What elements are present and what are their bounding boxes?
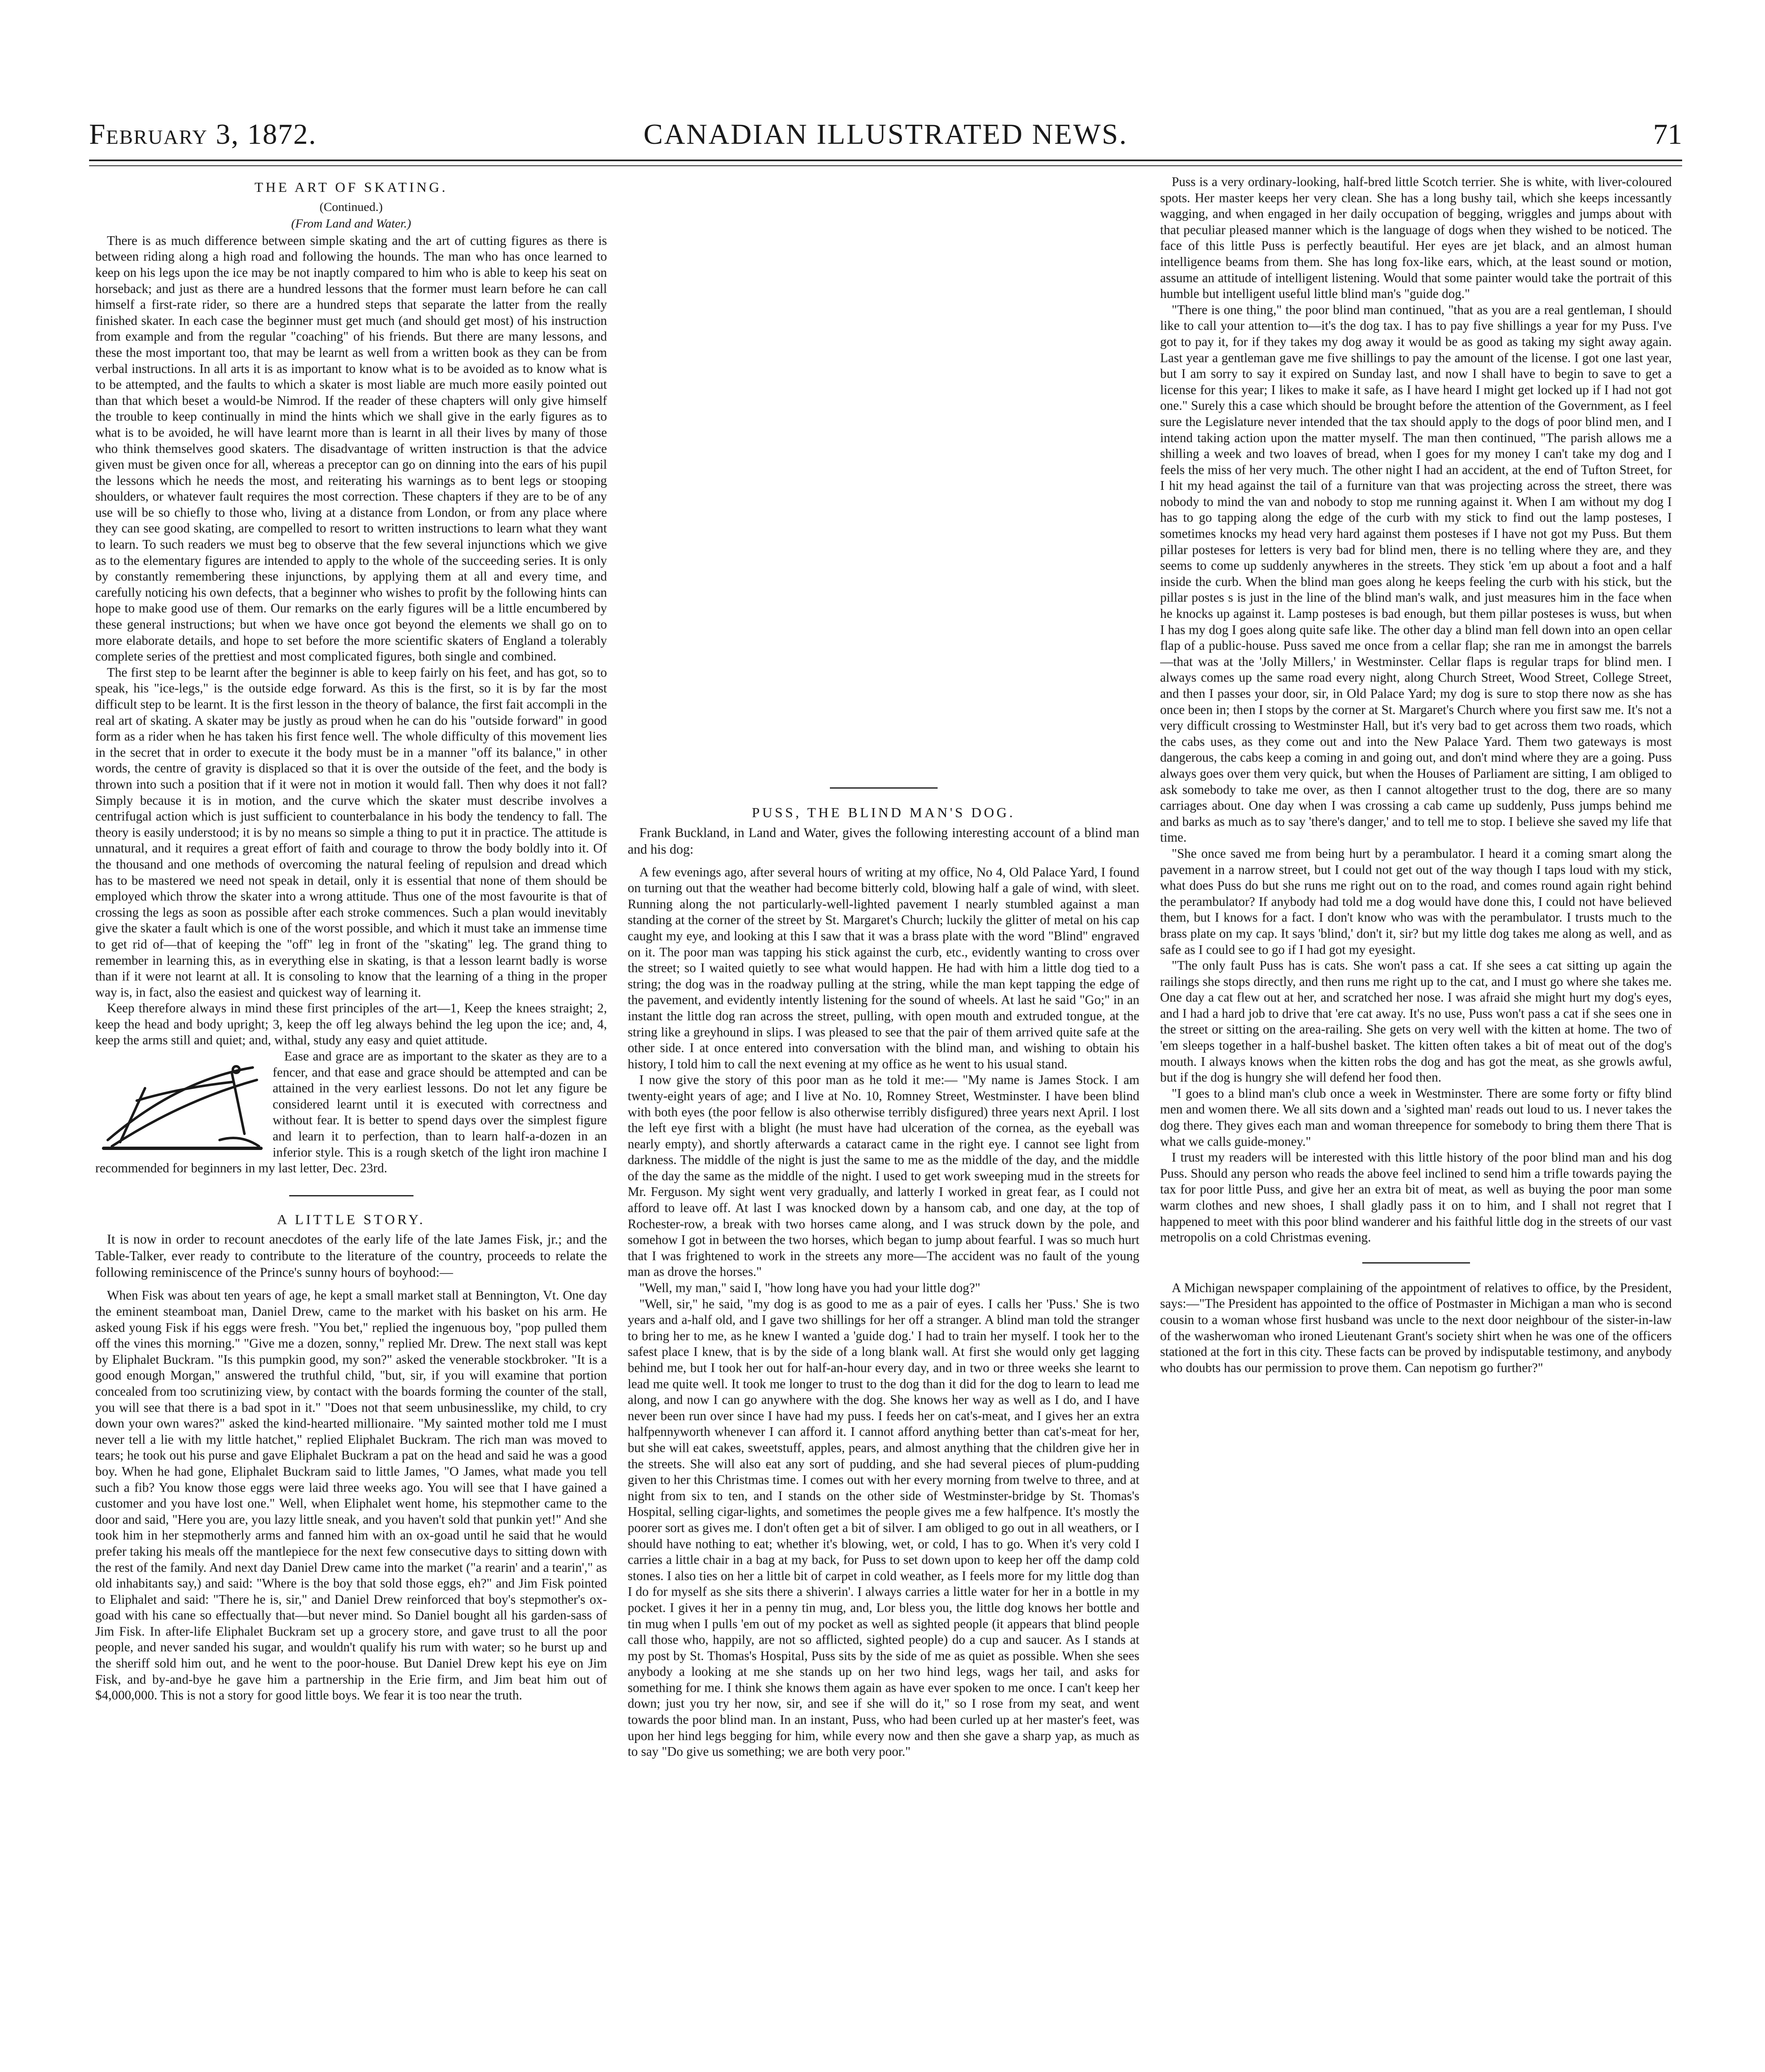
masthead-rule <box>89 160 1682 166</box>
puss-paragraph-3: "Well, my man," said I, "how long have you had your little dog?" <box>639 1280 981 1295</box>
puss-paragraph-6: "There is one thing," the poor blind man continued, "that as you are a real gentleman, I should like to call your attention to—it's the dog tax. I has to pay five shillings a year for my Puss. I've got to pay it, for if they takes my dog away it would be as good as taking my sight away again. Last year a gentleman gave me five shillings to pay the amount of the license. I got one last year, but I am sorry to say it expired on Sunday last, and now I shall have to begin to save to get a license for this year; I likes to make it safe, as I have heard I might get locked up if I had not got one." Surely this a case which should be brought before the attention of the Government, as I feel sure the Legislature never intended that the tax should apply to the dogs of poor blind men, and I intend taking action upon the matter myself. The man then continued, "The parish allows me a shilling a week and two loaves of bread, when I goes for my money I can't take my dog and I feels the miss of her very much. The other night I had an accident, at the end of Tufton Street, for I hit my head against the tail of a furniture van that was projecting across the street, there was nobody to mind the van and nobody to stop me running against it. When I am without my dog I has to go tapping along the edge of the curb with my stick to find out the lamp posteses, I sometimes knocks my head very hard against them posteses if I have not got my Puss. But them pillar posteses for letters is very bad for blind men, there is no telling where they are, and they seems to come up suddenly anywheres in the streets. They stick 'em up about a foot and a half inside the curb. When the blind man goes along he keeps feeling the curb with his stick, but the pillar postes s is just in the line of the blind man's walk, and just measures him in the face when he knocks up against it. Lamp posteses is bad enough, but them pillar posteses is wuss, but when I has my dog I goes along quite safe like. The other day a blind man fell down into an open cellar flap of a public-house. Puss saved me once from a cellar flap; she ran me in amongst the barrels—that was at the 'Jolly Millers,' in Westminster. Cellar flaps is regular traps for blind men. I always comes up the same road every night, along Church Street, Wood Street, College Street, and then I passes your door, sir, in Old Palace Yard; my dog is sure to stop there now as she has once been in; then I stops by the corner at St. Margaret's Church where you first saw me. It's not a very difficult crossing to Westminster Hall, but it's very bad to get across them two roads, which the cabs uses, as they come out and into the New Palace Yard. Them two gateways is most dangerous, the cabs keep a coming in and going out, and don't mind where they are a going. Puss always goes over them very quick, but when the Houses of Parliament are sitting, I am obliged to ask somebody to take me over, as then I cannot altogether trust to the dog, there are so many carriages about. One day when I was crossing a cab came up suddenly, Puss jumps behind me and barks as much as to say 'there's danger,' and to tell me to stop. I believe she saved my life that time. <box>1160 302 1672 845</box>
column-3 <box>1160 174 1672 2072</box>
skating-paragraph-3b: Ease and grace are as important to the skater as they are to a fencer, and that ease and grace should be attempted and can be attained in the very earliest lessons. Do not let any figure be considered learnt until it is executed with correctness and without fear. It is better to spend days over the simplest figure and learn it to perfection, than to learn half-a-dozen in an inferior style. This is a rough sketch of the light iron machine I recommended for beginners in my last letter, Dec. 23rd. <box>95 1049 607 1176</box>
skating-paragraph-2: The first step to be learnt after the beginner is able to keep fairly on his feet, and has got, so to speak, his "ice-legs," is the outside edge forward. As this is the first, so it is by far the most difficult step to be learnt. It is the first lesson in the theory of balance, the first fait accompli in the real art of skating. A skater may be justly as proud when he can do his "outside forward" in good form as a rider when he has taken his first fence well. The whole difficulty of this movement lies in the secret that in order to execute it the body must be in a manner "off its balance," in other words, the centre of gravity is displaced so that it is over the outside of the feet, and the body is thrown into such a position that if it were not in motion it would fall. Then why does it not fall? Simply because it is in motion, and the curve which the skater must describe involves a centrifugal action which is just sufficient to counterbalance in his body the tendency to fall. The theory is easily understood; it is by no means so simple a thing to put it in practice. The attitude is unnatural, and it requires a great effort of faith and courage to throw the body boldly into it. Of the thousand and one methods of overcoming the natural feeling of repulsion and dread which has to be mastered we need not speak in detail, only it is essential that none of them should be employed which throw the skater into a wrong attitude. Thus one of the most favourite is that of crossing the legs as soon as possible after each stroke commences. Such a plan would inevitably give the skater a fault which is one of the worst possible, and which it must take an immense time to get rid of—that of keeping the "off" leg in front of the "skating" leg. The grand thing to remember in learning this, as in everything else in skating, is that a lesson learnt badly is worse than if it were not learnt at all. It is consoling to know that the learning of a thing in the proper way is, in fact, also the easiest and quickest way of learning it. <box>95 665 607 1000</box>
puss-title: PUSS, THE BLIND MAN'S DOG. <box>752 805 1015 821</box>
section-divider <box>289 1195 413 1196</box>
puss-intro: Frank Buckland, in Land and Water, gives the following interesting account of a blind man and his dog: <box>628 825 1139 857</box>
issue-date: February 3, 1872. <box>89 119 317 150</box>
michigan-paragraph: A Michigan newspaper complaining of the appointment of relatives to office, by the President, says:—"The President has appointed to the office of Postmaster in Michigan a man who is second cousin to a woman whose first husband was uncle to the next door neighbour of the sister-in-law of the washerwoman who ironed Lieutenant Grant's society shirt when he was one of the officers stationed at the fort in this city. These facts can be proved by indisputable testimony, and anybody who doubts has our permission to prove them. Can nepotism go further?" <box>1160 1280 1672 1375</box>
section-divider <box>830 787 938 789</box>
skating-paragraph-1: There is as much difference between simple skating and the art of cutting figures as there is between riding along a high road and following the hounds. The man who has once learned to keep on his legs upon the ice may be not inaptly compared to him who is able to keep his seat on horseback; and just as there are a hundred lessons that the former must learn before he can call himself a first-rate rider, so there are a hundred steps that separate the latter from the really finished skater. In each case the beginner must get much (and should get most) of his instruction from example and from the regular "coaching" of his friends. But there are many lessons, and these the most important too, that may be learnt as well from a written book as they can be from verbal instructions. In all arts it is as important to know what is to be avoided as to know what is to be attempted, and the faults to which a skater is most liable are much more easily pointed out than that which beset a would-be Nimrod. If the reader of these chapters will only give himself the trouble to keep continually in mind the hints which we shall give in the early figures as to what is to be avoided, he will have learnt more than is learnt in all their lives by many of those who think themselves good skaters. The disadvantage of written instruction is that the advice given must be given once for all, whereas a preceptor can go on dinning into the ears of his pupil the lessons which he needs the most, and reiterating his warnings as to bent legs or stooping shoulders, or whatever fault requires the most correction. These chapters if they are to be of any use will be so chiefly to those who, living at a distance from London, or from any place where they can see good skating, are compelled to resort to written instructions to learn what they want to learn. To such readers we must beg to observe that the few several injunctions which we give as to the elementary figures are intended to apply to the whole of the succeeding series. It is only by constantly remembering these injunctions, by applying them at all and every time, and carefully noticing his own defects, that a beginner who wishes to profit by the following hints can hope to make good use of them. Our remarks on the early figures will be a little encumbered by these general instructions; but when we have once got beyond the elements we shall go on to more elaborate details, and hope to set before the more scientific skaters of England a tolerably complete series of the prettiest and most complicated figures, both single and combined. <box>95 233 607 664</box>
story-intro: It is now in order to recount anecdotes of the early life of the late James Fisk, jr.; and the Table-Talker, ever ready to contribute to the literature of the country, proceeds to relate the following reminiscence of the Prince's sunny hours of boyhood:— <box>95 1232 607 1280</box>
section-divider <box>1362 1262 1470 1264</box>
puss-paragraph-8: "The only fault Puss has is cats. She won't pass a cat. If she sees a cat sitting up again the railings she stops directly, and then runs me right up to the cat, and I must go where she takes me. One day a cat flew out at her, and scratched her nose. I was afraid she might hurt my dog's eyes, and I had a hard job to drive that 'ere cat away. It's no use, Puss won't pass a cat if she sees one in the street or sitting on the area-railing. She gets on very well with the kitten at home. The two of 'em sleeps together in a half-bushel basket. The kitten often takes a bit of meat out of the dog's mouth. I always knows when the kitten robs the dog and has got the meat, as she growls awful, but if the dog is hungry she will defend her food then. <box>1160 958 1672 1085</box>
masthead <box>89 114 1682 155</box>
column-2 <box>628 174 1139 2072</box>
skating-source: (From Land and Water.) <box>291 217 411 231</box>
puss-paragraph-2: I now give the story of this poor man as he told it me:— "My name is James Stock. I am twenty-eight years of age; and I live at No. 10, Romney Street, Westminster. I have been blind with both eyes (the poor fellow is also otherwise terribly disfigured) three years next April. I lost the left eye first with a blight (he must have had ulceration of the cornea, as the eyeball was nearly empty), and shortly afterwards a cataract came in the right eye. I cannot see light from darkness. The middle of the night is just the same to me as the middle of the day, and the middle of the day the same as the middle of the night. I used to get work sweeping mud in the streets for Mr. Ferguson. My sight went very gradually, and latterly I worked in great fear, as I could not afford to leave off. At last I was knocked down by a hansom cab, and one day, at the top of Rochester-row, a break with two horses came along, and I was struck down by the pole, and somehow I got in between the two horses, which began to jump about fearful. I was so much hurt that I was frightened to work in the streets any more—The accident was no fault of the young man as drove the horses." <box>628 1072 1139 1279</box>
skating-title: THE ART OF SKATING. <box>254 180 448 195</box>
puss-paragraph-10: I trust my readers will be interested with this little history of the poor blind man and his dog Puss. Should any person who reads the above feel inclined to send him a trifle towards paying the tax for poor little Puss, and give her an extra bit of meat, as well as buying the poor man some warm clothes and new shoes, I shall gladly pass it on to him, and I shall not regret that I happened to meet with this poor blind wanderer and his faithful little dog in the streets of our vast metropolis on a cold Christmas evening. <box>1160 1150 1672 1245</box>
page-number: 71 <box>1653 119 1682 150</box>
skating-paragraph-3a: Keep therefore always in mind these first principles of the art—1, Keep the knees straight; 2, keep the head and body upright; 3, keep the off leg always behind the leg upon the ice; and, 4, keep the arms still and quiet; and, withal, study any easy and quiet attitude. <box>95 1001 607 1048</box>
skating-machine-illustration <box>95 1051 265 1155</box>
puss-paragraph-7: "She once saved me from being hurt by a perambulator. I heard it a coming smart along the pavement in a narrow street, but I could not get out of the way though I taps loud with my stick, what does Puss do but she runs me right out on to the road, and comes round again right behind the perambulator? If anybody had told me a dog would have done this, I could not have believed them, but I knows for a fact. I don't know who was with the perambulator. I trusts much to the brass plate on my cap. It says 'blind,' don't it, sir? but my little dog takes me along as well, and as safe as I could see to go if I had got my eyesight. <box>1160 846 1672 957</box>
puss-paragraph-4: "Well, sir," he said, "my dog is as good to me as a pair of eyes. I calls her 'Puss.' She is two years and a-half old, and I gave two shillings for her off a stranger. A blind man told the stranger to bring her to me, as he knew I wanted a 'guide dog.' I had to train her myself. I took her to the safest place I knew, that is by the side of a long blank wall. At first she would only get lagging behind me, but I took her out for half-an-hour every day, and in two or three weeks she learnt to lead me quite well. It took me longer to trust to the dog than it did for the dog to learn to lead me along, and now I can go anywhere with the dog. She knows her way as well as I do, and I have never been run over since I have had my puss. I feeds her on cat's-meat, and I gives her an extra halfpennyworth whenever I can afford it. I cannot afford anything better than cat's-meat for her, but she will eat cakes, sweetstuff, apples, pears, and almost anything that the children give her in the streets. She will also eat any sort of pudding, and she had several pieces of plum-pudding given to her this Christmas time. I comes out with her every morning from twelve to three, and at night from six to ten, and I stands on the other side of Westminster-bridge by St. Thomas's Hospital, selling cigar-lights, and sometimes the people gives me a few halfpence. It's mostly the poorer sort as gives me. I don't often get a bit of silver. I am obliged to go out in all weathers, or I should have nothing to eat; whether it's blowing, wet, or cold, I has to go. When it's very cold I carries a little chair in a bag at my back, for Puss to set down upon to keep her off the damp cold stones. I also ties on her a little bit of carpet in cold weather, as I feels more for my little dog than I do for myself as she sits there a shiverin'. I always carries a little water for her in a bottle in my pocket. I gives it her in a penny tin mug, and, Lor bless you, the little dog knows her bottle and tin mug when I pulls 'em out of my pocket as well as sighted people (it appears that blind people call those who, happily, are not so afflicted, sighted people) do a cup and saucer. As I stands at my post by St. Thomas's Hospital, Puss sits by the side of me as quiet as possible. When she sees anybody a looking at me she stands up on her two hind legs, wags her tail, and asks for something for me. I think she knows them again as have ever spoken to me once. I can't keep her down; just you try her now, sir, and see if she will do it," so I rose from my seat, and went towards the poor blind man. In an instant, Puss, who had been curled up at her master's feet, was upon her hind legs begging for him, while every now and then she gave a sharp yap, as much as to say "Do give us something; we are both very poor." <box>628 1296 1139 1759</box>
story-paragraph-1: When Fisk was about ten years of age, he kept a small market stall at Bennington, Vt. One day the eminent steamboat man, Daniel Drew, came to the market with his basket on his arm. He asked young Fisk if his eggs were fresh. "You bet," replied the ingenuous boy, "pop pulled them off the vines this morning." "Give me a dozen, sonny," replied Mr. Drew. The next stall was kept by Eliphalet Buckram. "Is this pumpkin good, my son?" asked the venerable stockbroker. "It is a good enough Morgan," answered the truthful child, "but, sir, if you will examine that portion concealed from too scrutinizing view, by contact with the boards forming the counter of the stall, you will see that there is a bad spot in it." "Does not that seem unbusinesslike, my child, to cry down your own wares?" asked the kind-hearted millionaire. "My sainted mother told me I must never tell a lie with my little hatchet," replied Eliphalet Buckram. The rich man was moved to tears; he took out his purse and gave Eliphalet Buckram a pat on the head and said he was a good boy. When he had gone, Eliphalet Buckram said to little James, "O James, what made you tell such a fib? You know those eggs were laid three weeks ago. You will see that I have gained a customer and you have lost one." Well, when Eliphalet went home, his stepmother came to the door and said, "Here you are, you lazy little sneak, and you haven't sold that punkin yet!" And she took him in her stepmotherly arms and fanned him with an ox-goad until he said that he would prefer taking his meals off the mantlepiece for the next few consecutive days to sitting down with the rest of the family. And next day Daniel Drew came into the market ("a rearin' and a tearin'," as old inhabitants say,) and said: "Where is the boy that sold those eggs, eh?" and Jim Fisk pointed to Eliphalet and said: "There he is, sir," and Daniel Drew reinforced that boy's stepmother's ox-goad with his cane so effectually that—but never mind. So Daniel bought all his garden-sass of Jim Fisk. In after-life Eliphalet Buckram set up a grocery store, and gave trust to all the poor people, and never sanded his sugar, and wouldn't qualify his rum with water; so he burst up and the sheriff sold him out, and he went to the poor-house. But Daniel Drew kept his eye on Jim Fisk, and by-and-bye he gave him a partnership in the Erie firm, and Jim beat him out of $4,000,000. This is not a story for good little boys. We fear it is too near the truth. <box>95 1288 607 1703</box>
puss-paragraph-1: A few evenings ago, after several hours of writing at my office, No 4, Old Palace Yard, I found on turning out that the weather had become bitterly cold, blowing half a gale of wind, with sleet. Running along the not particularly-well-lighted pavement I nearly stumbled against a man standing at the corner of the street by St. Margaret's Church; luckily the glitter of metal on his cap caught my eye, and looking at this I saw that it was a brass plate with the word "Blind" engraved on it. The poor man was tapping his stick against the curb, etc., evidently wanting to cross over the street; so I waited quietly to see what would happen. He had with him a little dog tied to a string; the dog was in the roadway pulling at the string, while the man kept tapping the edge of the pavement, and evidently intently listening for the sound of wheels. At last he said "Go;" in an instant the little dog ran across the street, pulling, with open mouth and extruded tongue, at the string like a greyhound in slips. I was pleased to see that the pair of them arrived quite safe at the other side. I at once entered into conversation with the blind man, and wishing to obtain his history, I told him to call the next evening at my office as he went to his usual stand. <box>628 864 1139 1071</box>
column-1 <box>95 174 607 2072</box>
newspaper-title: CANADIAN ILLUSTRATED NEWS. <box>643 119 1128 150</box>
skating-continued: (Continued.) <box>319 200 383 214</box>
story-title: A LITTLE STORY. <box>277 1212 426 1227</box>
skating-machine-drawing <box>95 1051 265 1155</box>
puss-paragraph-5: Puss is a very ordinary-looking, half-bred little Scotch terrier. She is white, with liver-coloured spots. Her master keeps her very clean. She has a long bushy tail, which she keeps incessantly wagging, and when engaged in her daily occupation of begging, wriggles and jumps about with that peculiar pleased manner which is the language of dogs when they wished to be noticed. The face of this little Puss is perfectly beautiful. Her eyes are jet black, and an almost human intelligence beams from them. She has long fox-like ears, which, at the least sound or motion, assume an attitude of intelligent listening. Would that some painter would take the portrait of this humble but intelligent useful little blind man's "guide dog." <box>1160 174 1672 301</box>
puss-paragraph-9: "I goes to a blind man's club once a week in Westminster. There are some forty or fifty blind men and women there. We all sits down and a 'sighted man' reads out loud to us. I never takes the dog there. They gives each man and woman threepence for somebody to bring them there That is what we calls guide-money." <box>1160 1086 1672 1149</box>
